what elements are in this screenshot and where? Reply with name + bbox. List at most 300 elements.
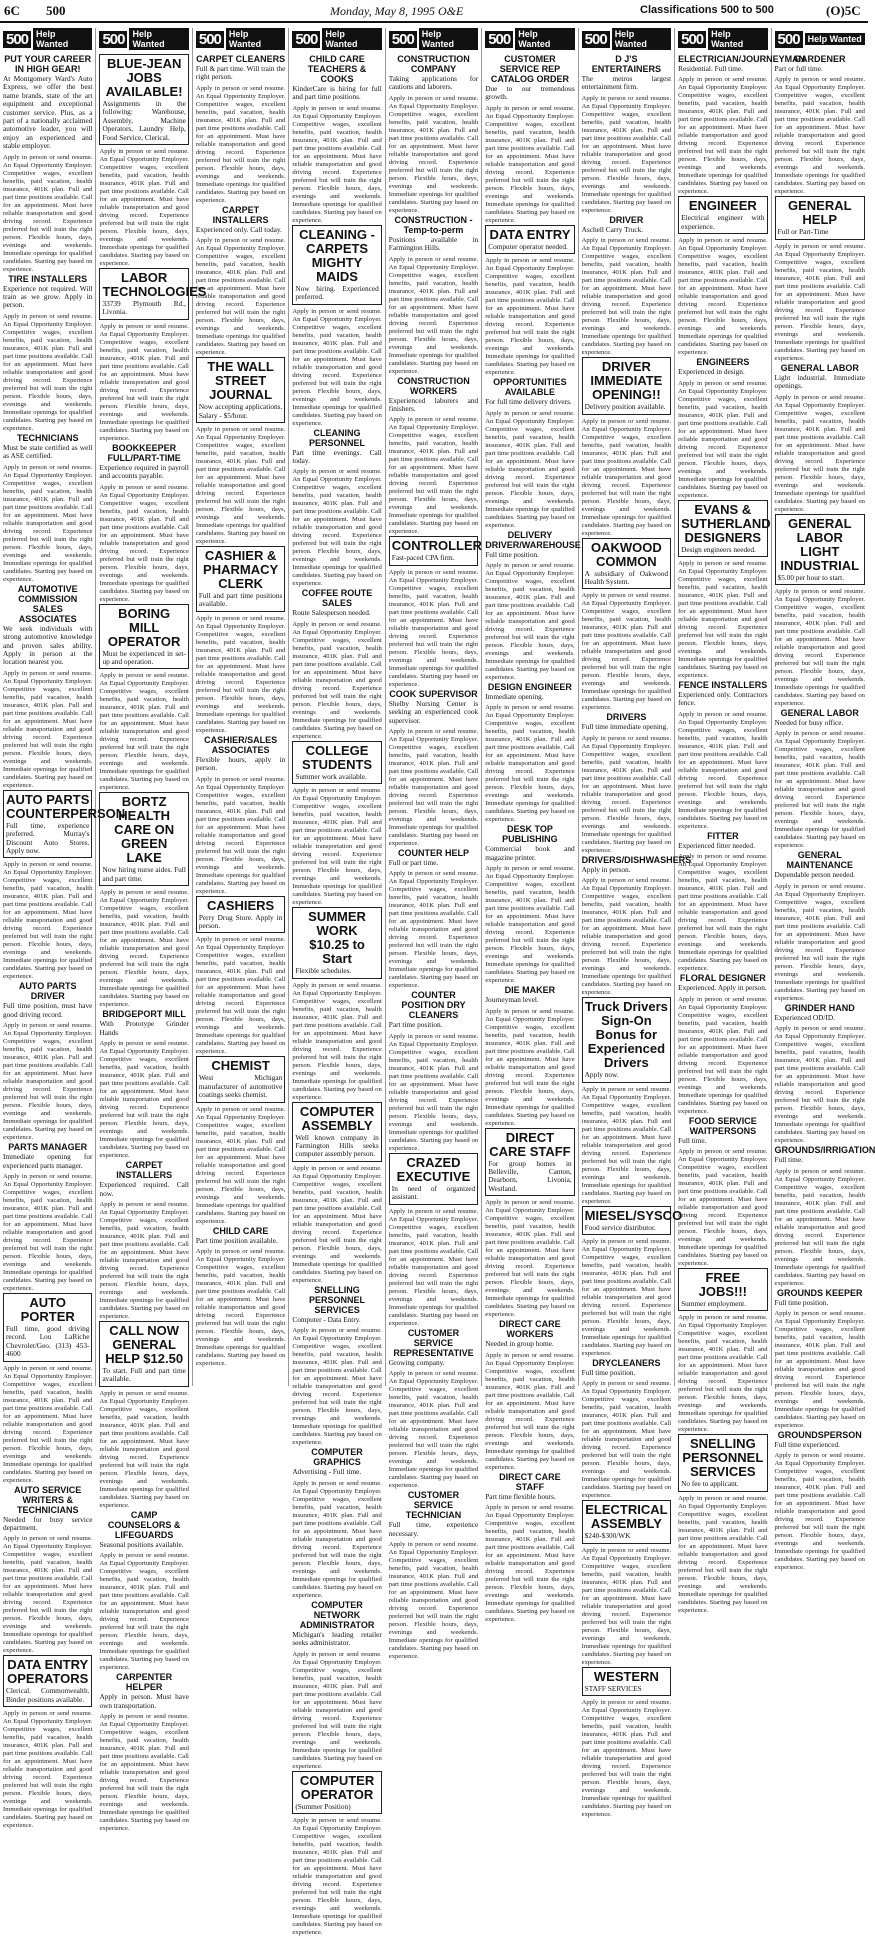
classified-column — [386, 28, 483, 1660]
ad-headline: CUSTOMER SERVICE REPRESENTATIVE — [393, 1327, 474, 1358]
header-rule — [0, 21, 868, 23]
ad-headline: GRINDER HAND — [784, 1002, 855, 1013]
ad-headline: GROUNDS/IRRIGATION — [774, 1145, 875, 1156]
banner-label: Help Wanted — [33, 28, 92, 50]
ad-headline: DESK TOP PUBLISHING — [502, 824, 558, 845]
ad-body-text: Apply in person or send resume. An Equal Opportunity Employer. Competitive wages, excellent benefits, paid vacation, health insurance, 401K plan. Full and part time positions available. Call for an appointment. Must have reliable transportation and good driving record. Experience preferred but will train the right person. Flexible hours, days, evenings and weekends. Immediate openings for qualified candidates. Starting pay based on experience. — [485, 1199, 575, 1319]
ad-body-text: Apply in person or send resume. An Equal Opportunity Employer. Competitive wages, excellent benefits, paid vacation, health insurance, 401K plan. Full and part time positions available. Call for an appointment. Must have reliable transportation and good driving record. Experience preferred but will train the right person. Flexible hours, days, evenings and weekends. Immediate openings for qualified candidates. Starting pay based on experience. — [99, 148, 189, 268]
ad-body-text: Apply in person or send resume. An Equal Opportunity Employer. Competitive wages, excellent benefits, paid vacation, health insurance, 401K plan. Full and part time positions available. Call for an appointment. Must have reliable transportation and good driving record. Experience preferred but will train the right person. Flexible hours, days, evenings and weekends. Immediate openings for qualified candidates. Starting pay based on experience. — [99, 322, 189, 442]
classified-ad — [196, 735, 285, 773]
ad-body-text: Apply in person or send resume. An Equal Opportunity Employer. Competitive wages, excellent benefits, paid vacation, health insurance, 401K plan. Full and part time positions available. Call for an appointment. Must have reliable transportation and good driving record. Experience preferred but will train the right person. Flexible hours, days, evenings and weekends. Immediate openings for qualified candidates. Starting pay based on experience. — [774, 730, 865, 850]
ad-headline: DRIVERS/DISHWASHERS — [581, 854, 692, 865]
classified-ad — [196, 1056, 285, 1102]
ad-body-text: Apply in person or send resume. An Equal Opportunity Employer. Competitive wages, excellent benefits, paid vacation, health insurance, 401K plan. Full and part time positions available. Call for an appointment. Must have reliable transportation and good driving record. Experience preferred but will train the right person. Flexible hours, days, evenings and weekends. Immediate openings for qualified candidates. Starting pay based on experience. — [774, 76, 865, 196]
ad-body-text: Apply in person or send resume. An Equal Opportunity Employer. Competitive wages, excellent benefits, paid vacation, health insurance, 401K plan. Full and part time positions available. Call for an appointment. Must have reliable transportation and good driving record. Experience preferred but will train the right person. Flexible hours, days, evenings and weekends. Immediate openings for qualified candidates. Starting pay based on experience. — [195, 614, 286, 734]
ad-body-text: Apply in person or send resume. An Equal Opportunity Employer. Competitive wages, excellent benefits, paid vacation, health insurance, 401K plan. Full and part time positions available. Call for an appointment. Must have reliable transportation and good driving record. Experience preferred but will train the right person. Flexible hours, days, evenings and weekends. Immediate openings for qualified candidates. Starting pay based on experience. — [485, 1351, 575, 1471]
ad-headline: COUNTER HELP — [397, 848, 469, 859]
ad-body: In need of organized assistant. — [391, 1183, 476, 1202]
ad-headline: GENERAL LABOR — [780, 362, 859, 373]
ad-headline: CARPET INSTALLERS — [212, 204, 269, 225]
ad-body: Summer work available. — [295, 771, 367, 781]
ad-headline: COMPUTER NETWORK ADMINISTRATOR — [299, 1599, 375, 1630]
ad-body-text: Apply in person or send resume. An Equal Opportunity Employer. Competitive wages, excellent benefits, paid vacation, health insurance, 401K plan. Full and part time positions available. Call for an appointment. Must have reliable transportation and good driving record. Experience preferred but will train the right person. Flexible hours, days, evenings and weekends. Immediate openings for qualified candidates. Starting pay based on experience. — [774, 588, 865, 708]
classified-ad — [3, 1293, 92, 1362]
ad-body-text: Apply in person or send resume. An Equal Opportunity Employer. Competitive wages, excellent benefits, paid vacation, health insurance, 401K plan. Full and part time positions available. Call for an appointment. Must have reliable transportation and good driving record. Experience preferred but will train the right person. Flexible hours, days, evenings and weekends. Immediate openings for qualified candidates. Starting pay based on experience. — [3, 1022, 93, 1142]
classified-column — [289, 28, 385, 1936]
ad-headline: GARDENER — [794, 54, 846, 64]
ad-headline: DRYCLEANERS — [592, 1358, 661, 1369]
right-page-number: (O)5C — [826, 3, 861, 18]
classified-ad — [292, 741, 381, 784]
ad-headline: CONTROLLER — [391, 538, 483, 554]
classified-ad — [582, 54, 671, 92]
ad-body: Light industrial. Immediate openings. — [774, 372, 865, 391]
ad-body-text: Apply in person or send resume. An Equal Opportunity Employer. Competitive wages, excellent benefits, paid vacation, health insurance, 401K plan. Full and part time positions available. Call for an appointment. Must have reliable transportation and good driving record. Experience preferred but will train the right person. Flexible hours, days, evenings and weekends. Immediate openings for qualified candidates. Starting pay based on experience. — [3, 1535, 93, 1655]
ad-body-text: Apply in person or send resume. An Equal Opportunity Employer. Competitive wages, excellent benefits, paid vacation, health insurance, 401K plan. Full and part time positions available. Call for an appointment. Must have reliable transportation and good driving record. Experience preferred but will train the right person. Flexible hours, days, evenings and weekends. Immediate openings for qualified candidates. Starting pay based on experience. — [581, 1085, 672, 1205]
ad-body: Full time immediate opening. — [581, 722, 668, 732]
ad-headline: AUTO PARTS COUNTERPERSON — [6, 791, 126, 821]
ad-body-text: Apply in person or send resume. An Equal Opportunity Employer. Competitive wages, excellent benefits, paid vacation, health insurance, 401K plan. Full and part time positions available. Call for an appointment. Must have reliable transportation and good driving record. Experience preferred but will train the right person. Flexible hours, days, evenings and weekends. Immediate openings for qualified candidates. Starting pay based on experience. — [485, 257, 575, 377]
ad-body-text: Apply in person or send resume. An Equal Opportunity Employer. Competitive wages, excellent benefits, paid vacation, health insurance, 401K plan. Full and part time positions available. Call for an appointment. Must have reliable transportation and good driving record. Experience preferred but will train the right person. Flexible hours, days, evenings and weekends. Immediate openings for qualified candidates. Starting pay based on experience. — [292, 620, 382, 740]
classified-ad — [99, 268, 207, 320]
ad-body-text: Apply in person or send resume. An Equal Opportunity Employer. Competitive wages, excellent benefits, paid vacation, health insurance, 401K plan. Full and part time positions available. Call for an appointment. Must have reliable transportation and good driving record. Experience preferred but will train the right person. Flexible hours, days, evenings and weekends. Immediate openings for qualified candidates. Starting pay based on experience. — [678, 237, 768, 357]
ad-body: Experienced. Apply in person. — [678, 983, 767, 993]
ad-body: For full time delivery drivers. — [485, 397, 572, 407]
ad-body-text: Apply in person or send resume. An Equal Opportunity Employer. Competitive wages, excellent benefits, paid vacation, health insurance, 401K plan. Full and part time positions available. Call for an appointment. Must have reliable transportation and good driving record. Experience preferred but will train the right person. Flexible hours, days, evenings and weekends. Immediate openings for qualified candidates. Starting pay based on experience. — [3, 669, 93, 789]
ad-body: Design engineers needed. — [681, 544, 756, 554]
classified-ad — [389, 376, 478, 414]
classified-ad — [3, 433, 92, 461]
classified-ad — [99, 604, 188, 670]
classified-ad — [485, 824, 574, 862]
ad-body-text: Apply in person or send resume. An Equal Opportunity Employer. Competitive wages, excellent benefits, paid vacation, health insurance, 401K plan. Full and part time positions available. Call for an appointment. Must have reliable transportation and good driving record. Experience preferred but will train the right person. Flexible hours, days, evenings and weekends. Immediate openings for qualified candidates. Starting pay based on experience. — [388, 1370, 479, 1490]
ad-headline: ELECTRICAL ASSEMBLY — [585, 1502, 668, 1532]
ad-body: A subsidiary of Oakwood Health System. — [584, 568, 669, 587]
ad-headline: CUSTOMER SERVICE REP CATALOG ORDER — [490, 54, 570, 84]
ad-body-text: Apply in person or send resume. An Equal Opportunity Employer. Competitive wages, excellent benefits, paid vacation, health insurance, 401K plan. Full and part time positions available. Call for an appointment. Must have reliable transportation and good driving record. Experience preferred but will train the right person. Flexible hours, days, evenings and weekends. Immediate openings for qualified candidates. Starting pay based on experience. — [3, 312, 93, 432]
classified-ad — [292, 1102, 381, 1162]
help-wanted-banner — [196, 28, 285, 50]
classified-ad — [389, 689, 478, 725]
ad-body-text: Apply in person or send resume. An Equal Opportunity Employer. Competitive wages, excellent benefits, paid vacation, health insurance, 401K plan. Full and part time positions available. Call for an appointment. Must have reliable transportation and good driving record. Experience preferred but will train the right person. Flexible hours, days, evenings and weekends. Immediate openings for qualified candidates. Starting pay based on experience. — [3, 1172, 93, 1292]
classified-ad — [678, 500, 771, 557]
ad-body: Full time position. — [581, 1368, 636, 1378]
ad-body-text: Apply in person or send resume. An Equal Opportunity Employer. Competitive wages, excellent benefits, paid vacation, health insurance, 401K plan. Full and part time positions available. Call for an appointment. Must have reliable transportation and good driving record. Experience preferred but will train the right person. Flexible hours, days, evenings and weekends. Immediate openings for qualified candidates. Starting pay based on experience. — [774, 1452, 865, 1572]
classified-ad — [775, 1003, 865, 1022]
ad-body: Journeyman level. — [485, 995, 539, 1005]
page-date-line: Monday, May 8, 1995 O&E — [330, 4, 464, 18]
ad-body-text: Apply in person or send resume. An Equal Opportunity Employer. Competitive wages, excellent benefits, paid vacation, health insurance, 401K plan. Full and part time positions available. Call for an appointment. Must have reliable transportation and good driving record. Experience preferred but will train the right person. Flexible hours, days, evenings and weekends. Immediate openings for qualified candidates. Starting pay based on experience. — [292, 1816, 382, 1936]
classified-ad — [582, 1206, 683, 1235]
ad-headline: CLEANING - CARPETS MIGHTY MAIDS — [299, 226, 375, 284]
ad-body: Computer operator needed. — [488, 241, 568, 251]
ad-body-text: Apply in person or send resume. An Equal Opportunity Employer. Competitive wages, excellent benefits, paid vacation, health insurance, 401K plan. Full and part time positions available. Call for an appointment. Must have reliable transportation and good driving record. Experience preferred but will train the right person. Flexible hours, days, evenings and weekends. Immediate openings for qualified candidates. Starting pay based on experience. — [774, 1167, 865, 1287]
ad-body: Experience not required. Will train as we grow. Apply in person. — [3, 283, 93, 310]
ad-body-text: Apply in person or send resume. An Equal Opportunity Employer. Competitive wages, excellent benefits, paid vacation, health insurance, 401K plan. Full and part time positions available. Call for an appointment. Must have reliable transportation and good driving record. Experience preferred but will train the right person. Flexible hours, days, evenings and weekends. Immediate openings for qualified candidates. Starting pay based on experience. — [292, 1479, 382, 1599]
ad-body: Assignments in the following: Warehouse, Assembly, Machine Operators, Laundry Help, Food Service, Clerical. — [102, 99, 186, 142]
ad-body-text: Apply in person or send resume. An Equal Opportunity Employer. Competitive wages, excellent benefits, paid vacation, health insurance, 401K plan. Full and part time positions available. Call for an appointment. Must have reliable transportation and good driving record. Experience preferred but will train the right person. Flexible hours, days, evenings and weekends. Immediate openings for qualified candidates. Starting pay based on experience. — [292, 307, 382, 427]
ad-body: Full or part time. — [388, 858, 439, 868]
ad-headline: GENERAL LABOR LIGHT INDUSTRIAL — [780, 515, 860, 573]
banner-label: Help Wanted — [129, 28, 188, 50]
classified-ad — [196, 54, 285, 82]
ad-body-text: Apply in person or send resume. An Equal Opportunity Employer. Competitive wages, excellent benefits, paid vacation, health insurance, 401K plan. Full and part time positions available. Call for an appointment. Must have reliable transportation and good driving record. Experience preferred but will train the right person. Flexible hours, days, evenings and weekends. Immediate openings for qualified candidates. Starting pay based on experience. — [581, 237, 672, 357]
ad-body: Needed in group home. — [485, 1339, 554, 1349]
ad-body-text: Apply in person or send resume. An Equal Opportunity Employer. Competitive wages, excellent benefits, paid vacation, health insurance, 401K plan. Full and part time positions available. Call for an appointment. Must have reliable transportation and good driving record. Experience preferred but will train the right person. Flexible hours, days, evenings and weekends. Immediate openings for qualified candidates. Starting pay based on experience. — [99, 889, 189, 1009]
ad-headline: CALL NOW GENERAL HELP $12.50 — [105, 1322, 184, 1366]
classified-ad — [292, 225, 381, 305]
ad-headline: GENERAL HELP — [787, 198, 852, 228]
classified-ad — [389, 536, 483, 565]
classified-ad — [389, 215, 478, 253]
ad-body: Full time position, must have good driving record. — [3, 1001, 93, 1019]
classified-ad — [485, 1472, 574, 1501]
classified-columns — [0, 28, 875, 1936]
classified-ad — [678, 831, 767, 850]
ad-body: Flexible hours, apply in person. — [195, 754, 286, 773]
ad-body: With Prototype Grinder Hands — [99, 1019, 189, 1037]
ad-headline: CAMP COUNSELORS & LIFEGUARDS — [107, 1509, 181, 1540]
ad-headline: CONSTRUCTION - Temp-to-perm — [394, 214, 473, 235]
ad-body-text: Apply in person or send resume. An Equal Opportunity Employer. Competitive wages, excellent benefits, paid vacation, health insurance, 401K plan. Full and part time positions available. Call for an appointment. Must have reliable transportation and good driving record. Experience preferred but will train the right person. Flexible hours, days, evenings and weekends. Immediate openings for qualified candidates. Starting pay based on experience. — [485, 704, 575, 824]
classified-ad — [292, 588, 381, 617]
ad-body: STAFF SERVICES — [584, 1683, 642, 1693]
ad-headline: CHILD CARE TEACHERS & COOKS — [307, 54, 367, 84]
ad-body-text: Apply in person or send resume. An Equal Opportunity Employer. Competitive wages, excellent benefits, paid vacation, health insurance, 401K plan. Full and part time positions available. Call for an appointment. Must have reliable transportation and good driving record. Experience preferred but will train the right person. Flexible hours, days, evenings and weekends. Immediate openings for qualified candidates. Starting pay based on experience. — [292, 1327, 382, 1447]
ad-body: (Summer Position) — [295, 1801, 351, 1811]
ad-body: Now hiring nurse aides. Full and part time. — [102, 865, 186, 883]
classified-ad — [485, 1128, 574, 1197]
ad-headline: SNELLING PERSONNEL SERVICES — [682, 1436, 764, 1480]
ad-body-text: Apply in person or send resume. An Equal Opportunity Employer. Competitive wages, excellent benefits, paid vacation, health insurance, 401K plan. Full and part time positions available. Call for an appointment. Must have reliable transportation and good driving record. Experience preferred but will train the right person. Flexible hours, days, evenings and weekends. Immediate openings for qualified candidates. Starting pay based on experience. — [195, 936, 286, 1056]
ad-headline: GENERAL LABOR — [780, 708, 859, 719]
banner-label: Help Wanted — [805, 33, 865, 45]
ad-body: Electrical engineer with experience. — [681, 213, 765, 231]
classified-ad — [196, 357, 285, 423]
classified-ad — [196, 205, 285, 234]
classified-ad — [99, 1672, 188, 1710]
banner-number: 500 — [775, 31, 803, 48]
ad-body: The metros largest entertainment firm. — [581, 74, 672, 92]
ad-body-text: Apply in person or send resume. An Equal Opportunity Employer. Competitive wages, excellent benefits, paid vacation, health insurance, 401K plan. Full and part time positions available. Call for an appointment. Must have reliable transportation and good driving record. Experience preferred but will train the right person. Flexible hours, days, evenings and weekends. Immediate openings for qualified candidates. Starting pay based on experience. — [3, 1364, 93, 1484]
classified-column — [482, 28, 581, 1624]
classified-ad — [389, 1328, 478, 1367]
ad-body: Due to our tremendous growth. — [485, 84, 575, 102]
ad-headline: DIRECT CARE STAFF — [499, 1471, 561, 1492]
banner-number: 500 — [196, 31, 224, 48]
classified-ad — [389, 54, 478, 92]
ad-headline: COMPUTER ASSEMBLY — [299, 1103, 375, 1133]
classified-ad — [678, 1268, 767, 1311]
ad-body-text: Apply in person or send resume. An Equal Opportunity Employer. Competitive wages, excellent benefits, paid vacation, health insurance, 401K plan. Full and part time positions available. Call for an appointment. Must have reliable transportation and good driving record. Experience preferred but will train the right person. Flexible hours, days, evenings and weekends. Immediate openings for qualified candidates. Starting pay based on experience. — [195, 84, 286, 204]
ad-headline: DATA ENTRY OPERATORS — [7, 1657, 89, 1687]
ad-headline: DRIVER — [609, 214, 644, 225]
ad-headline: PUT YOUR CAREER IN HIGH GEAR! — [4, 54, 92, 74]
ad-body: Experienced laborers and finishers. — [388, 395, 479, 414]
ad-body: Experienced only. Call today. — [195, 224, 282, 234]
ad-body-text: Apply in person or send resume. An Equal Opportunity Employer. Competitive wages, excellent benefits, paid vacation, health insurance, 401K plan. Full and part time positions available. Call for an appointment. Must have reliable transportation and good driving record. Experience preferred but will train the right person. Flexible hours, days, evenings and weekends. Immediate openings for qualified candidates. Starting pay based on experience. — [388, 1207, 479, 1327]
help-wanted-banner — [389, 28, 478, 50]
ad-body: Full time. — [774, 1155, 803, 1165]
ad-body: Full time position. — [774, 1297, 829, 1307]
ad-headline: PARTS MANAGER — [8, 1142, 88, 1153]
ad-body-text: Apply in person or send resume. An Equal Opportunity Employer. Competitive wages, excellent benefits, paid vacation, health insurance, 401K plan. Full and part time positions available. Call for an appointment. Must have reliable transportation and good driving record. Experience preferred but will train the right person. Flexible hours, days, evenings and weekends. Immediate openings for qualified candidates. Starting pay based on experience. — [581, 1699, 672, 1819]
ad-headline: AUTO SERVICE WRITERS & TECHNICIANS — [14, 1484, 82, 1515]
ad-body: West Michigan manufacturer of automotive coatings seeks chemist. — [198, 1073, 283, 1100]
classified-ad — [775, 54, 865, 73]
ad-body: Clerical. Commonwealth. Binder positions available. — [6, 1686, 90, 1704]
ad-body-text: Apply in person or send resume. An Equal Opportunity Employer. Competitive wages, excellent benefits, paid vacation, health insurance, 401K plan. Full and part time positions available. Call for an appointment. Must have reliable transportation and good driving record. Experience preferred but will train the right person. Flexible hours, days, evenings and weekends. Immediate openings for qualified candidates. Starting pay based on experience. — [485, 562, 575, 682]
ad-headline: DATA ENTRY — [489, 226, 571, 242]
banner-label: Help Wanted — [612, 28, 671, 50]
classified-ad — [485, 225, 574, 254]
ad-body-text: Apply in person or send resume. An Equal Opportunity Employer. Competitive wages, excellent benefits, paid vacation, health insurance, 401K plan. Full and part time positions available. Call for an appointment. Must have reliable transportation and good driving record. Experience preferred but will train the right person. Flexible hours, days, evenings and weekends. Immediate openings for qualified candidates. Starting pay based on experience. — [195, 1105, 286, 1225]
classified-ad — [3, 1655, 92, 1707]
classified-ad — [389, 1490, 478, 1538]
ad-headline: CRAZED EXECUTIVE — [396, 1154, 471, 1184]
classified-ad — [678, 357, 767, 376]
classified-column — [193, 28, 289, 1386]
classified-ad — [99, 1510, 188, 1549]
banner-number: 500 — [485, 31, 513, 48]
ad-headline: AUTO PORTER — [20, 1294, 75, 1324]
classified-ad — [582, 215, 671, 234]
classified-ad — [775, 850, 865, 879]
ad-headline: FOOD SERVICE WAITPERSONS — [688, 1115, 757, 1136]
help-wanted-banner — [775, 28, 865, 50]
ad-headline: DRIVER IMMEDIATE OPENING!! — [590, 359, 663, 403]
classified-ad — [775, 363, 865, 391]
classified-ad — [485, 682, 574, 701]
classified-column — [772, 28, 875, 1572]
ad-headline: BLUE-JEAN JOBS AVAILABLE! — [105, 56, 183, 99]
banner-number: 500 — [292, 31, 320, 48]
ad-headline: CASHIER & PHARMACY CLERK — [203, 548, 279, 592]
ad-body: Well known company in Farmington Hills seeks computer assembly person. — [295, 1132, 379, 1159]
ad-body: For group homes in Belleville, Canton, Dearborn, Livonia, Westland. — [488, 1158, 572, 1193]
ad-body-text: Apply in person or send resume. An Equal Opportunity Employer. Competitive wages, excellent benefits, paid vacation, health insurance, 401K plan. Full and part time positions available. Call for an appointment. Must have reliable transportation and good driving record. Experience preferred but will train the right person. Flexible hours, days, evenings and weekends. Immediate openings for qualified candidates. Starting pay based on experience. — [581, 94, 672, 214]
ad-headline: ELECTRICIAN/JOURNEYMAN — [678, 54, 806, 64]
ad-body-text: Apply in person or send resume. An Equal Opportunity Employer. Competitive wages, excellent benefits, paid vacation, health insurance, 401K plan. Full and part time positions available. Call for an appointment. Must have reliable transportation and good driving record. Experience preferred but will train the right person. Flexible hours, days, evenings and weekends. Immediate openings for qualified candidates. Starting pay based on experience. — [774, 882, 865, 1002]
ad-headline: DELIVERY DRIVER/WAREHOUSE — [485, 529, 581, 550]
classified-ad — [485, 985, 574, 1004]
ad-body-text: Apply in person or send resume. An Equal Opportunity Employer. Competitive wages, excellent benefits, paid vacation, health insurance, 401K plan. Full and part time positions available. Call for an appointment. Must have reliable transportation and good driving record. Experience preferred but will train the right person. Flexible hours, days, evenings and weekends. Immediate openings for qualified candidates. Starting pay based on experience. — [195, 426, 286, 546]
classified-ad — [389, 848, 478, 867]
ad-body: Experience required in payroll and accounts payable. — [99, 462, 189, 481]
ad-body: $240-$300/WK — [584, 1531, 631, 1541]
ad-body: Full time, experience necessary. — [388, 1520, 479, 1538]
ad-body: Needed for busy office. — [774, 718, 844, 728]
help-wanted-banner — [582, 28, 671, 50]
ad-body: Taking applications for cautions and laborers. — [388, 74, 479, 92]
classified-ad — [485, 377, 574, 406]
ad-headline: BOOKKEEPER FULL/PART-TIME — [107, 442, 181, 463]
classified-ad — [775, 514, 865, 585]
classification-range: Classifications 500 to 500 — [640, 4, 774, 16]
ad-headline: MIESEL/SYSCO — [584, 1207, 683, 1223]
ad-body: Flexible schedules. — [295, 966, 352, 976]
ad-headline: DIE MAKER — [504, 985, 556, 996]
ad-body: Delivery position available. — [584, 402, 666, 412]
ad-body-text: Apply in person or send resume. An Equal Opportunity Employer. Competitive wages, excellent benefits, paid vacation, health insurance, 401K plan. Full and part time positions available. Call for an appointment. Must have reliable transportation and good driving record. Experience preferred but will train the right person. Flexible hours, days, evenings and weekends. Immediate openings for qualified candidates. Starting pay based on experience. — [581, 417, 672, 537]
ad-body-text: Apply in person or send resume. An Equal Opportunity Employer. Competitive wages, excellent benefits, paid vacation, health insurance, 401K plan. Full and part time positions available. Call for an appointment. Must have reliable transportation and good driving record. Experience preferred but will train the right person. Flexible hours, days, evenings and weekends. Immediate openings for qualified candidates. Starting pay based on experience. — [388, 568, 479, 688]
ad-headline: COOK SUPERVISOR — [389, 688, 478, 699]
ad-body-text: Apply in person or send resume. An Equal Opportunity Employer. Competitive wages, excellent benefits, paid vacation, health insurance, 401K plan. Full and part time positions available. Call for an appointment. Must have reliable transportation and good driving record. Experience preferred but will train the right person. Flexible hours, days, evenings and weekends. Immediate openings for qualified candidates. Starting pay based on experience. — [581, 1238, 672, 1358]
ad-headline: CARPENTER HELPER — [116, 1672, 173, 1693]
ad-body-text: Apply in person or send resume. An Equal Opportunity Employer. Competitive wages, excellent benefits, paid vacation, health insurance, 401K plan. Full and part time positions available. Call for an appointment. Must have reliable transportation and good driving record. Experience preferred but will train the right person. Flexible hours, days, evenings and weekends. Immediate openings for qualified candidates. Starting pay based on experience. — [99, 1552, 189, 1672]
ad-body-text: Apply in person or send resume. An Equal Opportunity Employer. Competitive wages, excellent benefits, paid vacation, health insurance, 401K plan. Full and part time positions available. Call for an appointment. Must have reliable transportation and good driving record. Experience preferred but will train the right person. Flexible hours, days, evenings and weekends. Immediate openings for qualified candidates. Starting pay based on experience. — [99, 483, 189, 603]
classified-ad — [775, 708, 865, 727]
classified-ad — [678, 1116, 767, 1145]
classified-ad — [3, 790, 126, 859]
classified-ad — [99, 1160, 188, 1198]
ad-headline: OAKWOOD COMMON — [590, 539, 662, 569]
ad-body: Needed for busy service department. — [3, 1514, 93, 1532]
ad-body-text: Apply in person or send resume. An Equal Opportunity Employer. Competitive wages, excellent benefits, paid vacation, health insurance, 401K plan. Full and part time positions available. Call for an appointment. Must have reliable transportation and good driving record. Experience preferred but will train the right person. Flexible hours, days, evenings and weekends. Immediate openings for qualified candidates. Starting pay based on experience. — [581, 877, 672, 997]
ad-body: Must be state certified as well as ASE certified. — [3, 442, 93, 461]
classified-ad — [582, 997, 671, 1082]
banner-label: Help Wanted — [322, 28, 381, 50]
ad-body-text: Apply in person or send resume. An Equal Opportunity Employer. Competitive wages, excellent benefits, paid vacation, health insurance, 401K plan. Full and part time positions available. Call for an appointment. Must have reliable transportation and good driving record. Experience preferred but will train the right person. Flexible hours, days, evenings and weekends. Immediate openings for qualified candidates. Starting pay based on experience. — [774, 1025, 865, 1145]
classified-ad — [678, 680, 767, 708]
banner-label: Help Wanted — [708, 28, 767, 50]
ad-body: Advertising - Full time. — [292, 1467, 362, 1477]
ad-headline: CHILD CARE — [212, 1225, 269, 1236]
ad-body: Dependable person needed. — [774, 870, 855, 880]
ad-body: Aschell Carry Truck. — [581, 224, 644, 234]
ad-body-text: Apply in person or send resume. An Equal Opportunity Employer. Competitive wages, excellent benefits, paid vacation, health insurance, 401K plan. Full and part time positions available. Call for an appointment. Must have reliable transportation and good driving record. Experience preferred but will train the right person. Flexible hours, days, evenings and weekends. Immediate openings for qualified candidates. Starting pay based on experience. — [581, 1380, 672, 1500]
ad-headline: CONSTRUCTION WORKERS — [397, 375, 470, 396]
ad-headline: DESIGN ENGINEER — [487, 682, 572, 693]
ad-headline: COUNTER POSITION DRY CLEANERS — [401, 990, 466, 1021]
ad-body: Immediate opening for experienced parts manager. — [3, 1152, 93, 1170]
ad-headline: ENGINEER — [688, 198, 757, 214]
ad-headline: CARPET CLEANERS — [196, 54, 286, 64]
ad-body: Immediate opening. — [485, 692, 544, 702]
ad-headline: DIRECT CARE WORKERS — [499, 1319, 561, 1340]
ad-headline: COFFEE ROUTE SALES — [301, 588, 373, 609]
classified-ad — [582, 538, 671, 590]
ad-body-text: Apply in person or send resume. An Equal Opportunity Employer. Competitive wages, excellent benefits, paid vacation, health insurance, 401K plan. Full and part time positions available. Call for an appointment. Must have reliable transportation and good driving record. Experience preferred but will train the right person. Flexible hours, days, evenings and weekends. Immediate openings for qualified candidates. Starting pay based on experience. — [774, 393, 865, 513]
ad-headline: CUSTOMER SERVICE TECHNICIAN — [405, 1490, 462, 1521]
ad-headline: CLEANING PERSONNEL — [309, 427, 366, 448]
classified-ad — [292, 1771, 381, 1814]
ad-body: Now hiring. Experienced preferred. — [295, 283, 379, 302]
ad-body-text: Apply in person or send resume. An Equal Opportunity Employer. Competitive wages, excellent benefits, paid vacation, health insurance, 401K plan. Full and part time positions available. Call for an appointment. Must have reliable transportation and good driving record. Experience preferred but will train the right person. Flexible hours, days, evenings and weekends. Immediate openings for qualified candidates. Starting pay based on experience. — [485, 865, 575, 985]
classified-ad — [99, 1009, 188, 1037]
classified-ad — [775, 1288, 865, 1307]
classified-ad — [485, 54, 574, 102]
ad-headline: FLORAL DESIGNER — [679, 973, 766, 984]
classified-ad — [582, 1358, 671, 1377]
classified-ad — [196, 896, 285, 934]
ad-headline: FENCE INSTALLERS — [678, 680, 768, 691]
classified-ad — [389, 1153, 478, 1205]
classified-ad — [3, 584, 92, 667]
ad-body: Food service distributor. — [584, 1222, 656, 1232]
ad-body: Part time flexible hours. — [485, 1491, 556, 1501]
left-page-number: 6C — [4, 3, 20, 18]
ad-body-text: Apply in person or send resume. An Equal Opportunity Employer. Competitive wages, excellent benefits, paid vacation, health insurance, 401K plan. Full and part time positions available. Call for an appointment. Must have reliable transportation and good driving record. Experience preferred but will train the right person. Flexible hours, days, evenings and weekends. Immediate openings for qualified candidates. Starting pay based on experience. — [774, 242, 865, 362]
ad-headline: CASHIERS — [207, 897, 275, 913]
classified-ad — [3, 1142, 92, 1170]
ad-body-text: Apply in person or send resume. An Equal Opportunity Employer. Competitive wages, excellent benefits, paid vacation, health insurance, 401K plan. Full and part time positions available. Call for an appointment. Must have reliable transportation and good driving record. Experience preferred but will train the right person. Flexible hours, days, evenings and weekends. Immediate openings for qualified candidates. Starting pay based on experience. — [678, 1148, 768, 1268]
ad-body-text: Apply in person or send resume. An Equal Opportunity Employer. Competitive wages, excellent benefits, paid vacation, health insurance, 401K plan. Full and part time positions available. Call for an appointment. Must have reliable transportation and good driving record. Experience preferred but will train the right person. Flexible hours, days, evenings and weekends. Immediate openings for qualified candidates. Starting pay based on experience. — [485, 1504, 575, 1624]
classified-ad — [678, 196, 767, 234]
classified-ad — [292, 428, 381, 466]
ad-body-text: Apply in person or send resume. An Equal Opportunity Employer. Competitive wages, excellent benefits, paid vacation, health insurance, 401K plan. Full and part time positions available. Call for an appointment. Must have reliable transportation and good driving record. Experience preferred but will train the right person. Flexible hours, days, evenings and weekends. Immediate openings for qualified candidates. Starting pay based on experience. — [99, 1389, 189, 1509]
ad-body-text: Apply in person or send resume. An Equal Opportunity Employer. Competitive wages, excellent benefits, paid vacation, health insurance, 401K plan. Full and part time positions available. Call for an appointment. Must have reliable transportation and good driving record. Experience preferred but will train the right person. Flexible hours, days, evenings and weekends. Immediate openings for qualified candidates. Starting pay based on experience. — [388, 255, 479, 375]
help-wanted-banner — [292, 28, 381, 50]
ad-body-text: Apply in person or send resume. An Equal Opportunity Employer. Competitive wages, excellent benefits, paid vacation, health insurance, 401K plan. Full and part time positions available. Call for an appointment. Must have reliable transportation and good driving record. Experience preferred but will train the right person. Flexible hours, days, evenings and weekends. Immediate openings for qualified candidates. Starting pay based on experience. — [3, 463, 93, 583]
ad-body: To start. Full and part time available. — [102, 1365, 186, 1384]
ad-body-text: Apply in person or send resume. An Equal Opportunity Employer. Competitive wages, excellent benefits, paid vacation, health insurance, 401K plan. Full and part time positions available. Call for an appointment. Must have reliable transportation and good driving record. Experience preferred but will train the right person. Flexible hours, days, evenings and weekends. Immediate openings for qualified candidates. Starting pay based on experience. — [292, 981, 382, 1101]
classified-ad — [99, 792, 188, 886]
ad-body-text: Apply in person or send resume. An Equal Opportunity Employer. Competitive wages, excellent benefits, paid vacation, health insurance, 401K plan. Full and part time positions available. Call for an appointment. Must have reliable transportation and good driving record. Experience preferred but will train the right person. Flexible hours, days, evenings and weekends. Immediate openings for qualified candidates. Starting pay based on experience. — [581, 1546, 672, 1666]
classified-ad — [196, 1226, 285, 1245]
banner-number: 500 — [99, 31, 127, 48]
ad-body-text: Apply in person or send resume. An Equal Opportunity Employer. Competitive wages, excellent benefits, paid vacation, health insurance, 401K plan. Full and part time positions available. Call for an appointment. Must have reliable transportation and good driving record. Experience preferred but will train the right person. Flexible hours, days, evenings and weekends. Immediate openings for qualified candidates. Starting pay based on experience. — [99, 1040, 189, 1160]
ad-body-text: Apply in person or send resume. An Equal Opportunity Employer. Competitive wages, excellent benefits, paid vacation, health insurance, 401K plan. Full and part time positions available. Call for an appointment. Must have reliable transportation and good driving record. Experience preferred but will train the right person. Flexible hours, days, evenings and weekends. Immediate openings for qualified candidates. Starting pay based on experience. — [388, 1032, 479, 1152]
ad-body: Summer employment. — [681, 1299, 746, 1309]
ad-body: Must be experienced in set-up and operation. — [102, 648, 186, 667]
ad-body-text: Apply in person or send resume. An Equal Opportunity Employer. Competitive wages, excellent benefits, paid vacation, health insurance, 401K plan. Full and part time positions available. Call for an appointment. Must have reliable transportation and good driving record. Experience preferred but will train the right person. Flexible hours, days, evenings and weekends. Immediate openings for qualified candidates. Starting pay based on experience. — [774, 1310, 865, 1430]
ad-body: 33739 Plymouth Rd., Livonia. — [102, 299, 186, 317]
classified-ad — [3, 1485, 92, 1533]
ad-headline: COLLEGE STUDENTS — [302, 742, 373, 772]
ad-body-text: Apply in person or send resume. An Equal Opportunity Employer. Competitive wages, excellent benefits, paid vacation, health insurance, 401K plan. Full and part time positions available. Call for an appointment. Must have reliable transportation and good driving record. Experience preferred but will train the right person. Flexible hours, days, evenings and weekends. Immediate openings for qualified candidates. Starting pay based on experience. — [678, 710, 768, 830]
ad-body: KinderCare is hiring for full and part time positions. — [292, 84, 382, 102]
classified-ad — [775, 1430, 865, 1449]
classified-ad — [99, 54, 188, 145]
classified-ad — [582, 357, 671, 414]
ad-body: We seek individuals with strong automotive knowledge and proven sales ability. Apply in person at the location nearest you. — [3, 623, 93, 667]
banner-label: Help Wanted — [226, 28, 285, 50]
classified-ad — [678, 1434, 767, 1491]
ad-body-text: Apply in person or send resume. An Equal Opportunity Employer. Competitive wages, excellent benefits, paid vacation, health insurance, 401K plan. Full and part time positions available. Call for an appointment. Must have reliable transportation and good driving record. Experience preferred but will train the right person. Flexible hours, days, evenings and weekends. Immediate openings for qualified candidates. Starting pay based on experience. — [292, 787, 382, 907]
banner-number: 500 — [389, 31, 417, 48]
ad-headline: COMPUTER GRAPHICS — [311, 1447, 363, 1468]
classified-ad — [3, 274, 92, 310]
ad-body-text: Apply in person or send resume. An Equal Opportunity Employer. Competitive wages, excellent benefits, paid vacation, health insurance, 401K plan. Full and part time positions available. Call for an appointment. Must have reliable transportation and good driving record. Experience preferred but will train the right person. Flexible hours, days, evenings and weekends. Immediate openings for qualified candidates. Starting pay based on experience. — [99, 1712, 189, 1832]
ad-body-text: Apply in person or send resume. An Equal Opportunity Employer. Competitive wages, excellent benefits, paid vacation, health insurance, 401K plan. Full and part time positions available. Call for an appointment. Must have reliable transportation and good driving record. Experience preferred but will train the right person. Flexible hours, days, evenings and weekends. Immediate openings for qualified candidates. Starting pay based on experience. — [3, 861, 93, 981]
ad-body-text: Apply in person or send resume. An Equal Opportunity Employer. Competitive wages, excellent benefits, paid vacation, health insurance, 401K plan. Full and part time positions available. Call for an appointment. Must have reliable transportation and good driving record. Experience preferred but will train the right person. Flexible hours, days, evenings and weekends. Immediate openings for qualified candidates. Starting pay based on experience. — [292, 104, 382, 224]
ad-body: $5.00 per hour to start. — [777, 572, 845, 582]
ad-body-text: Apply in person or send resume. An Equal Opportunity Employer. Competitive wages, excellent benefits, paid vacation, health insurance, 401K plan. Full and part time positions available. Call for an appointment. Must have reliable transportation and good driving record. Experience preferred but will train the right person. Flexible hours, days, evenings and weekends. Immediate openings for qualified candidates. Starting pay based on experience. — [388, 728, 479, 848]
classified-ad — [775, 196, 865, 239]
ad-body-text: Apply in person or send resume. An Equal Opportunity Employer. Competitive wages, excellent benefits, paid vacation, health insurance, 401K plan. Full and part time positions available. Call for an appointment. Must have reliable transportation and good driving record. Experience preferred but will train the right person. Flexible hours, days, evenings and weekends. Immediate openings for qualified candidates. Starting pay based on experience. — [3, 153, 93, 273]
classified-ad — [196, 546, 285, 612]
ad-body: Experienced OD/ID. — [774, 1012, 835, 1022]
help-wanted-banner — [485, 28, 574, 50]
ad-body-text: Apply in person or send resume. An Equal Opportunity Employer. Competitive wages, excellent benefits, paid vacation, health insurance, 401K plan. Full and part time positions available. Call for an appointment. Must have reliable transportation and good driving record. Experience preferred but will train the right person. Flexible hours, days, evenings and weekends. Immediate openings for qualified candidates. Starting pay based on experience. — [485, 1007, 575, 1127]
ad-headline: FITTER — [707, 830, 739, 841]
classified-column — [579, 28, 692, 1819]
ad-body: Part time evenings. Call today. — [292, 447, 382, 466]
ad-headline: CHEMIST — [211, 1058, 270, 1074]
ad-headline: GROUNDS KEEPER — [777, 1287, 863, 1298]
ad-body-text: Apply in person or send resume. An Equal Opportunity Employer. Competitive wages, excellent benefits, paid vacation, health insurance, 401K plan. Full and part time positions available. Call for an appointment. Must have reliable transportation and good driving record. Experience preferred but will train the right person. Flexible hours, days, evenings and weekends. Immediate openings for qualified candidates. Starting pay based on experience. — [678, 1494, 768, 1614]
ad-body-text: Apply in person or send resume. An Equal Opportunity Employer. Competitive wages, excellent benefits, paid vacation, health insurance, 401K plan. Full and part time positions available. Call for an appointment. Must have reliable transportation and good driving record. Experience preferred but will train the right person. Flexible hours, days, evenings and weekends. Immediate openings for qualified candidates. Starting pay based on experience. — [581, 592, 672, 712]
ad-body: Part time position available. — [195, 1235, 278, 1245]
ad-body-text: Apply in person or send resume. An Equal Opportunity Employer. Competitive wages, excellent benefits, paid vacation, health insurance, 401K plan. Full and part time positions available. Call for an appointment. Must have reliable transportation and good driving record. Experience preferred but will train the right person. Flexible hours, days, evenings and weekends. Immediate openings for qualified candidates. Starting pay based on experience. — [485, 409, 575, 529]
classified-ad — [485, 529, 581, 559]
banner-label: Help Wanted — [515, 28, 574, 50]
classified-ad — [292, 1447, 381, 1476]
ad-body-text: Apply in person or send resume. An Equal Opportunity Employer. Competitive wages, excellent benefits, paid vacation, health insurance, 401K plan. Full and part time positions available. Call for an appointment. Must have reliable transportation and good driving record. Experience preferred but will train the right person. Flexible hours, days, evenings and weekends. Immediate openings for qualified candidates. Starting pay based on experience. — [195, 775, 286, 895]
classified-ad — [485, 1319, 574, 1348]
ad-body: Growing company. — [388, 1357, 445, 1367]
